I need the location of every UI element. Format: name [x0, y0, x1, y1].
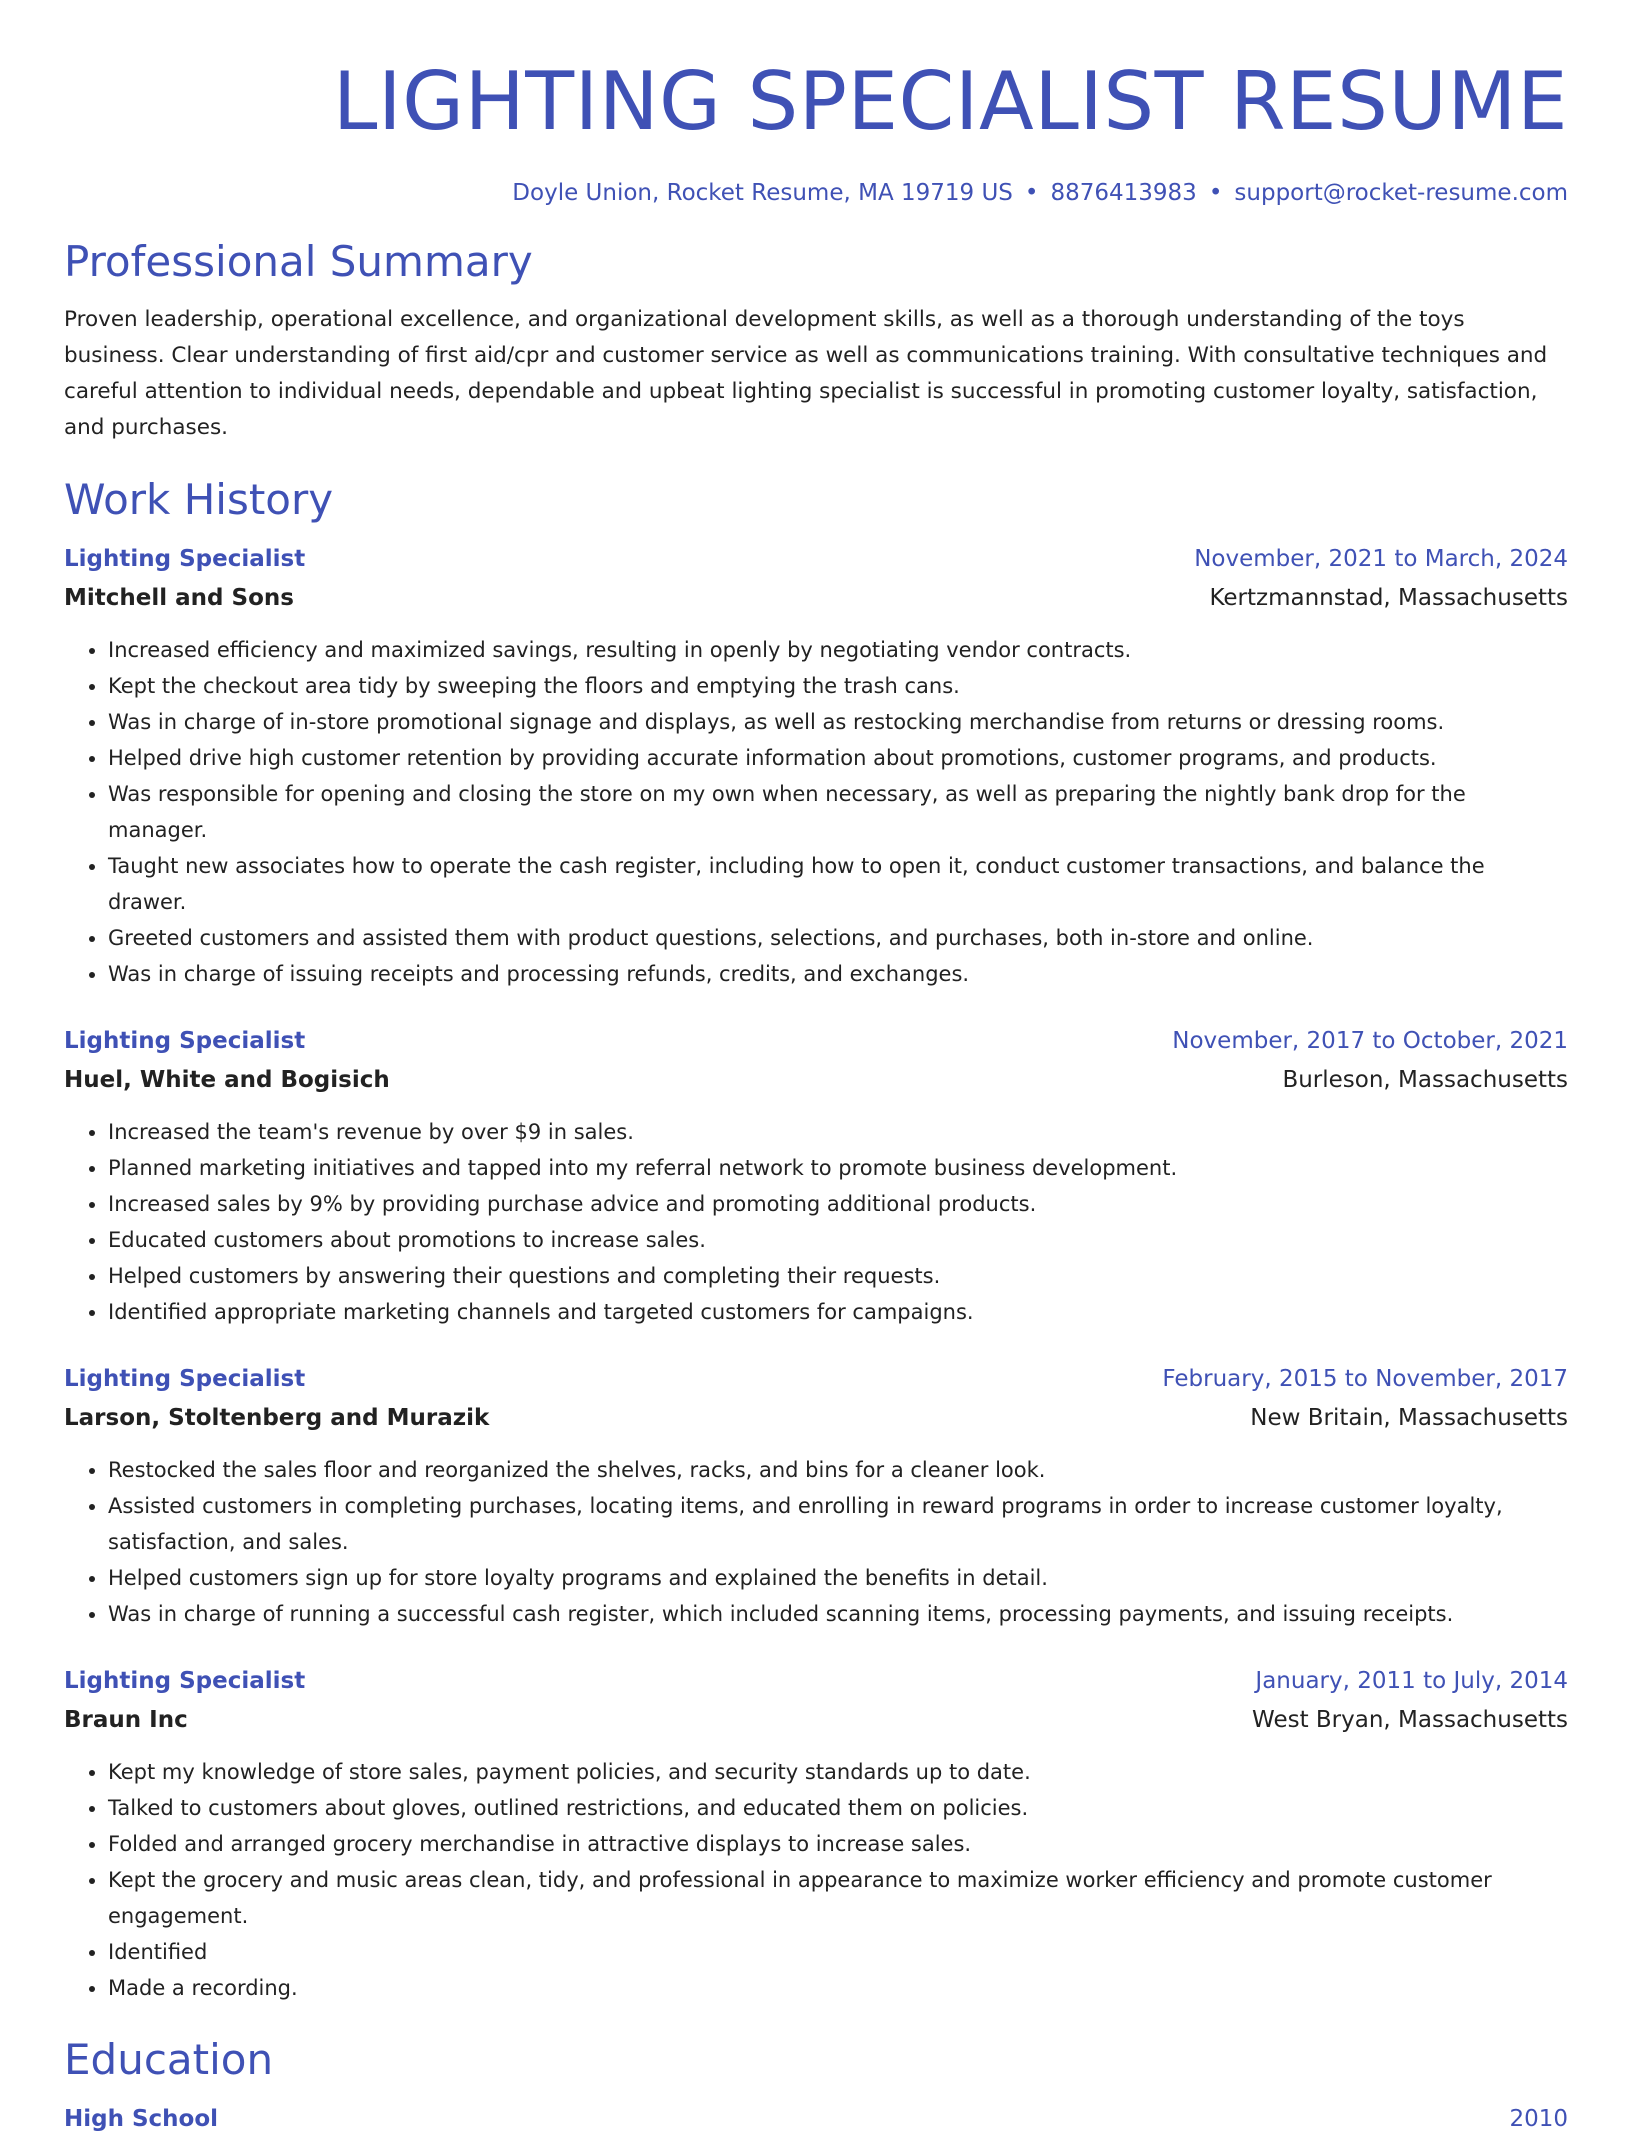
- job-company-row: [64, 1398, 1568, 1438]
- job-bullet-list: [64, 632, 1568, 992]
- education-entry: [64, 2100, 1568, 2138]
- job-header-row: [64, 1022, 1568, 1060]
- job-bullet: • Increased the team's revenue by over $9 in sales.: [108, 1114, 1568, 1150]
- job-bullet: • Planned marketing initiatives and tapped into my referral network to promote business development.: [108, 1150, 1568, 1186]
- resume-title: LIGHTING SPECIALIST RESUME: [332, 55, 1568, 148]
- contact-separator: •: [1208, 180, 1223, 206]
- job-dates: November, 2021 to March, 2024: [1194, 546, 1568, 572]
- job-bullet: • Helped customers by answering their questions and completing their requests.: [108, 1258, 1568, 1294]
- job-bullet: • Kept the grocery and music areas clean, tidy, and professional in appearance to maximize worker efficiency and promote customer engagement.: [108, 1862, 1568, 1934]
- job-bullet: • Greeted customers and assisted them with product questions, selections, and purchases, both in-store and online.: [108, 920, 1568, 956]
- job-bullet: • Kept my knowledge of store sales, payment policies, and security standards up to date.: [108, 1754, 1568, 1790]
- contact-separator: •: [1024, 180, 1039, 206]
- job-entry: [64, 1360, 1568, 1632]
- job-title: Lighting Specialist: [64, 546, 306, 572]
- job-bullet: • Restocked the sales floor and reorganized the shelves, racks, and bins for a cleaner look.: [108, 1452, 1568, 1488]
- job-header-row: [64, 1360, 1568, 1398]
- company-name: Larson, Stoltenberg and Murazik: [64, 1405, 490, 1431]
- job-location: Kertzmannstad, Massachusetts: [1209, 585, 1568, 611]
- job-bullet: • Made a recording.: [108, 1970, 1568, 2006]
- company-name: Huel, White and Bogisich: [64, 1067, 390, 1093]
- job-dates: February, 2015 to November, 2017: [1162, 1366, 1568, 1392]
- summary-heading: Professional Summary: [64, 237, 533, 286]
- job-dates: November, 2017 to October, 2021: [1172, 1028, 1568, 1054]
- education-year: 2010: [1509, 2106, 1568, 2132]
- job-bullet: • Educated customers about promotions to increase sales.: [108, 1222, 1568, 1258]
- education-heading: Education: [64, 2035, 274, 2084]
- education-list: [64, 2100, 1568, 2138]
- summary-text: Proven leadership, operational excellence, and organizational development skills, as well as a thorough understanding of the toys business. Clear understanding of first aid/cpr and customer service as well as communications training. With consultative techniques and careful attention to individual needs, dependable and upbeat lighting specialist is successful in promoting customer loyalty, satisfaction, and purchases.: [64, 307, 1548, 440]
- contact-email: support@rocket-resume.com: [1234, 180, 1568, 206]
- job-bullet: • Talked to customers about gloves, outlined restrictions, and educated them on policies.: [108, 1790, 1568, 1826]
- job-entry: [64, 540, 1568, 992]
- job-location: New Britain, Massachusetts: [1250, 1405, 1568, 1431]
- job-bullet-list: [64, 1452, 1568, 1632]
- contact-address: Doyle Union, Rocket Resume, MA 19719 US: [512, 180, 1013, 206]
- job-bullet: • Was in charge of in-store promotional signage and displays, as well as restocking merchandise from returns or dressing rooms.: [108, 704, 1568, 740]
- job-entry: [64, 1662, 1568, 2006]
- job-bullet: • Helped drive high customer retention by providing accurate information about promotions, customer programs, and products.: [108, 740, 1568, 776]
- job-bullet-list: [64, 1754, 1568, 2006]
- job-header-row: [64, 540, 1568, 578]
- job-bullet-list: [64, 1114, 1568, 1330]
- job-bullet: • Assisted customers in completing purchases, locating items, and enrolling in reward programs in order to increase customer loyalty, satisfaction, and sales.: [108, 1488, 1568, 1560]
- contact-phone: 8876413983: [1050, 180, 1197, 206]
- job-bullet: • Identified appropriate marketing channels and targeted customers for campaigns.: [108, 1294, 1568, 1330]
- work-history-heading: Work History: [64, 475, 334, 524]
- company-name: Braun Inc: [64, 1707, 188, 1733]
- job-bullet: • Increased efficiency and maximized savings, resulting in openly by negotiating vendor contracts.: [108, 632, 1568, 668]
- job-location: Burleson, Massachusetts: [1282, 1067, 1568, 1093]
- job-bullet: • Was responsible for opening and closing the store on my own when necessary, as well as preparing the nightly bank drop for the manager.: [108, 776, 1568, 848]
- job-company-row: [64, 578, 1568, 618]
- company-name: Mitchell and Sons: [64, 585, 294, 611]
- job-bullet: • Kept the checkout area tidy by sweeping the floors and emptying the trash cans.: [108, 668, 1568, 704]
- job-bullet: • Identified: [108, 1934, 1568, 1970]
- job-bullet: • Was in charge of issuing receipts and processing refunds, credits, and exchanges.: [108, 956, 1568, 992]
- resume-page: [64, 0, 1568, 2138]
- job-company-row: [64, 1060, 1568, 1100]
- job-entry: [64, 1022, 1568, 1330]
- job-title: Lighting Specialist: [64, 1668, 306, 1694]
- job-location: West Bryan, Massachusetts: [1252, 1707, 1568, 1733]
- job-dates: January, 2011 to July, 2014: [1255, 1668, 1568, 1694]
- resume-header: [64, 0, 1568, 208]
- contact-line: [64, 178, 1568, 208]
- job-title: Lighting Specialist: [64, 1366, 306, 1392]
- education-degree: High School: [64, 2106, 219, 2132]
- job-bullet: • Helped customers sign up for store loyalty programs and explained the benefits in detail.: [108, 1560, 1568, 1596]
- job-header-row: [64, 1662, 1568, 1700]
- job-bullet: • Taught new associates how to operate the cash register, including how to open it, conduct customer transactions, and balance the drawer.: [108, 848, 1568, 920]
- job-bullet: • Increased sales by 9% by providing purchase advice and promoting additional products.: [108, 1186, 1568, 1222]
- job-bullet: • Was in charge of running a successful cash register, which included scanning items, processing payments, and issuing receipts.: [108, 1596, 1568, 1632]
- job-title: Lighting Specialist: [64, 1028, 306, 1054]
- work-history-list: [64, 540, 1568, 2006]
- job-company-row: [64, 1700, 1568, 1740]
- job-bullet: • Folded and arranged grocery merchandise in attractive displays to increase sales.: [108, 1826, 1568, 1862]
